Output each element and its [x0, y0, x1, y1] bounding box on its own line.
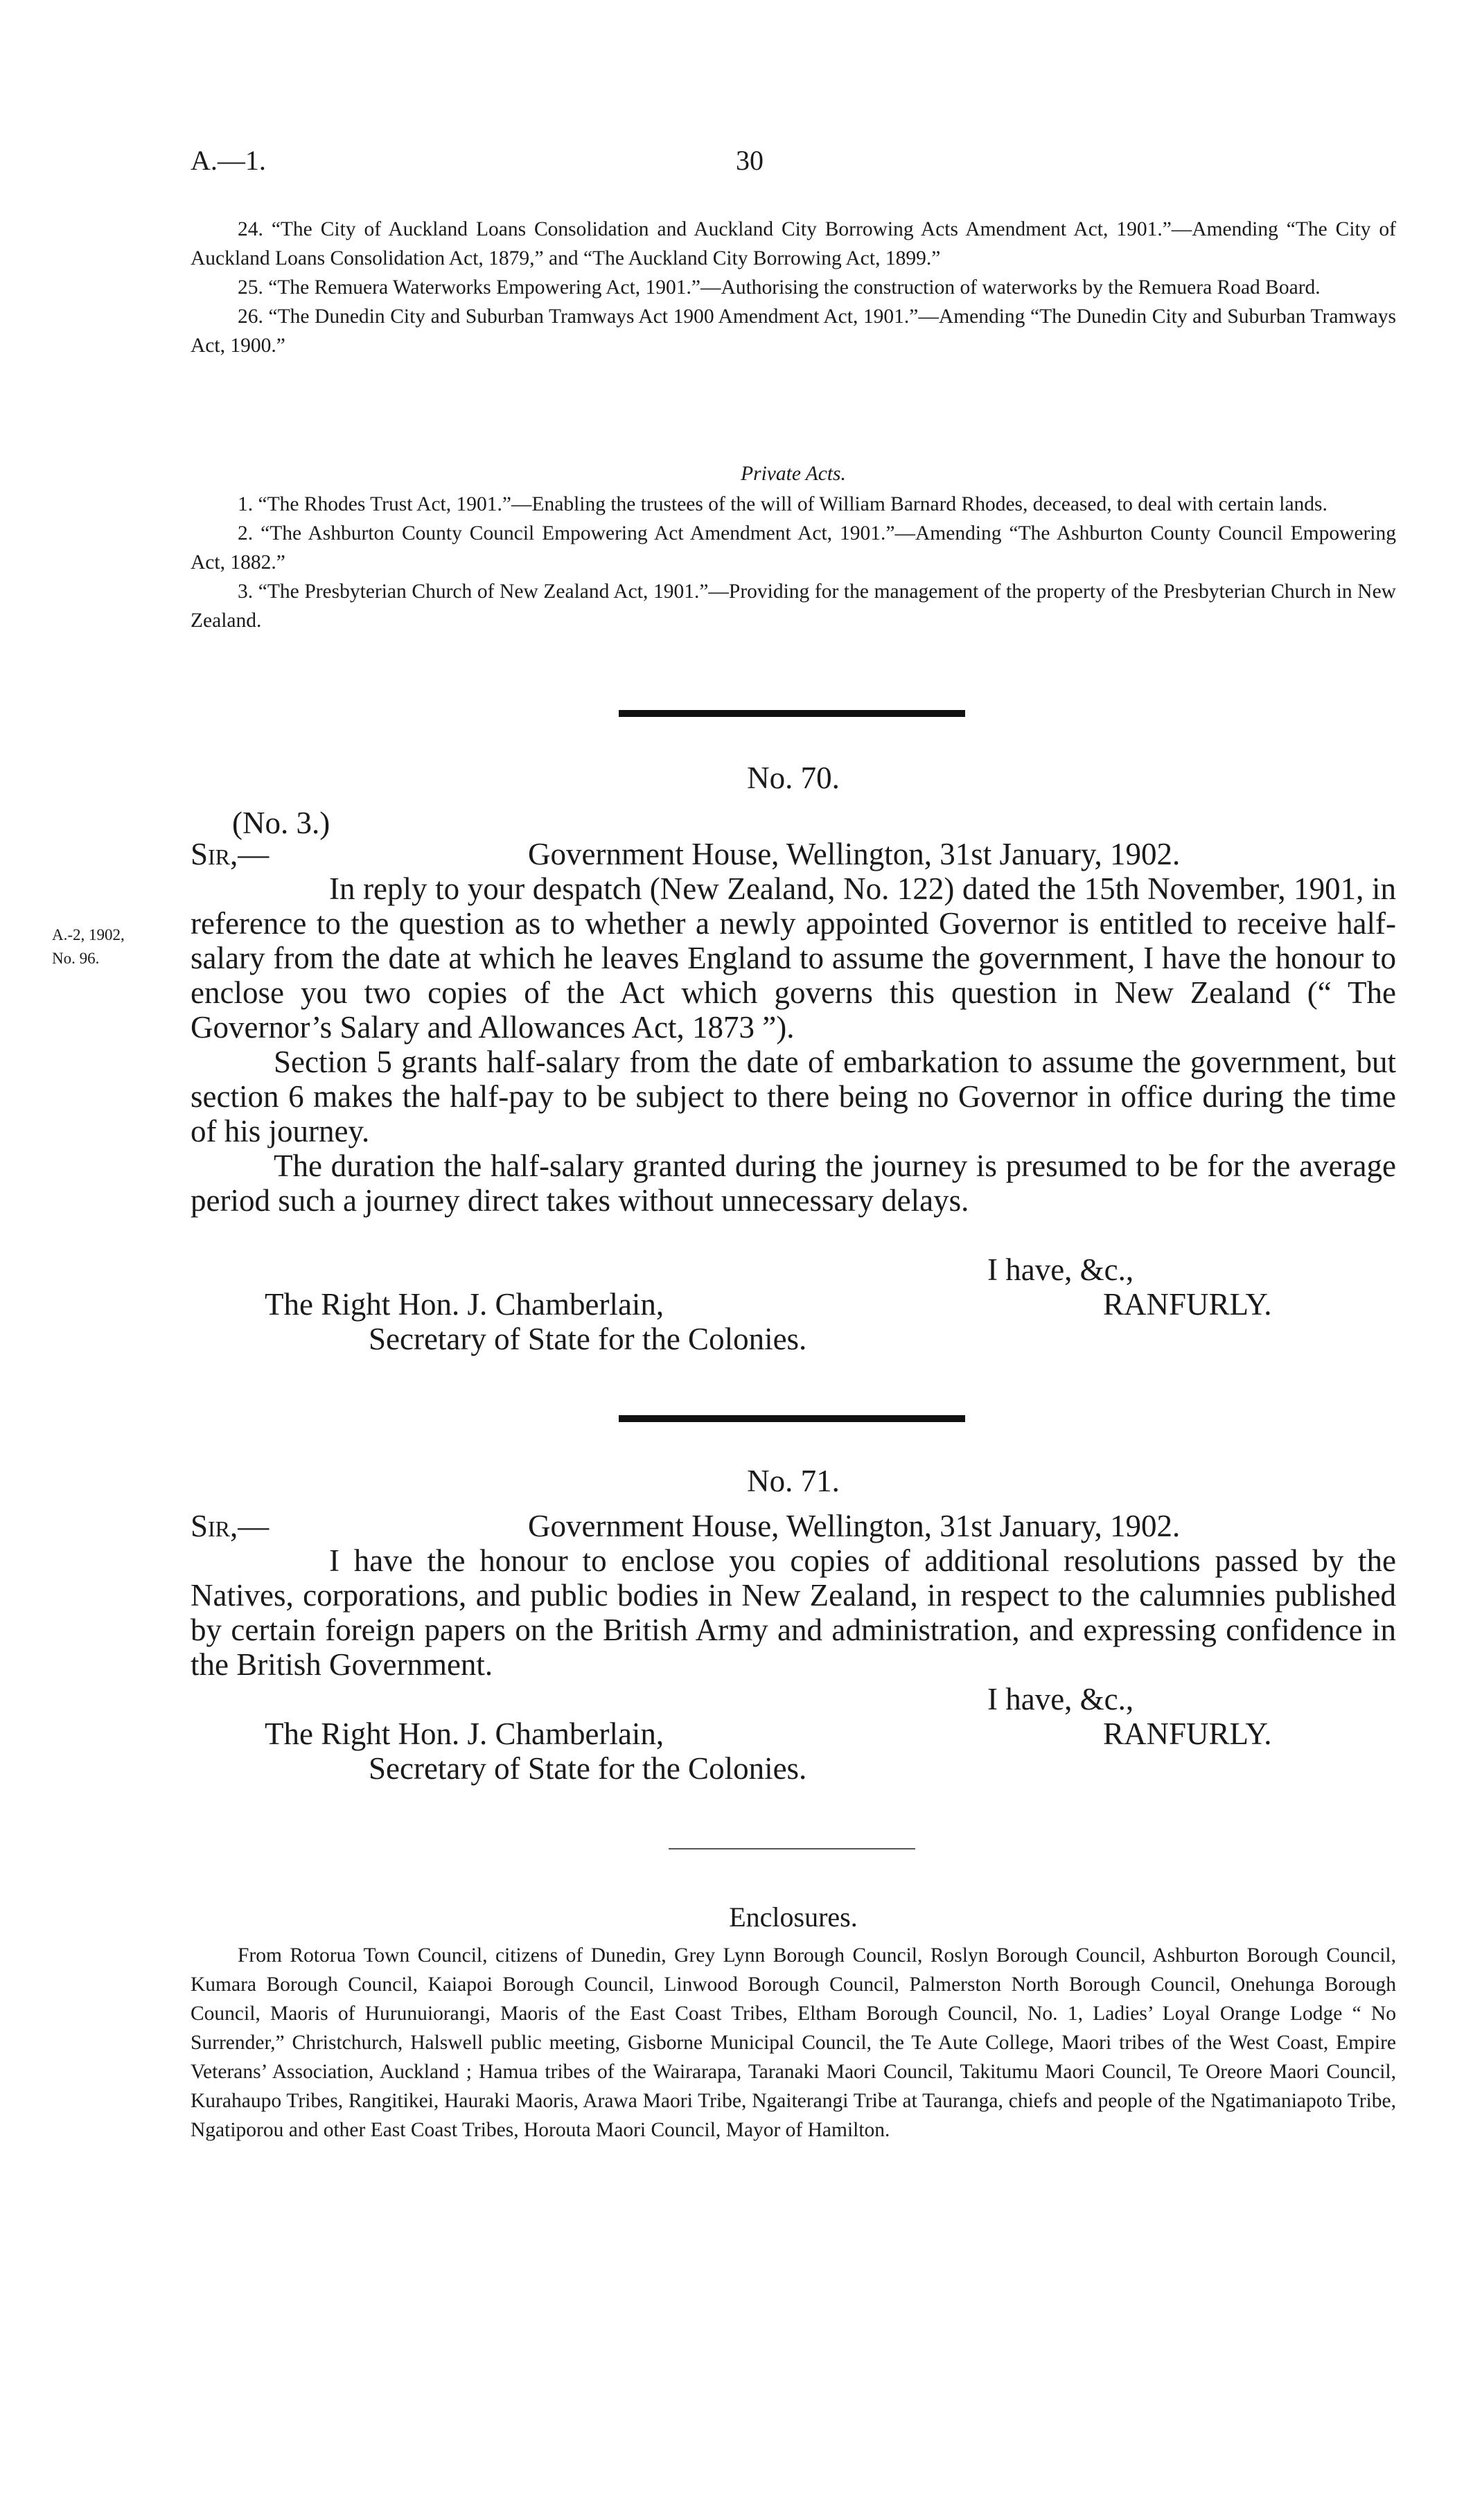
list-item: 24. “The City of Auckland Loans Consolidation and Auckland City Borrowing Acts Amendment Act, 1901.”—Amending “The City of Auckland Loans Consolidation Act, 1879,” and “The Auckland City Borrowing Act, 1899.”: [191, 218, 1396, 269]
paragraph: In reply to your despatch (New Zealand, No. 122) dated the 15th November, 1901, in reference to the question as to whether a newly appointed Governor is entitled to receive half-salary from the date at which he leaves England to assume the government, I have the honour to enclose you two copies of the Act which governs this question in New Zealand (“ The Governor’s Salary and Allowances Act, 1873 ”).: [191, 871, 1396, 1045]
letter-70-salutation: Sir,—: [191, 837, 270, 871]
letter-70-addressee-title: Secretary of State for the Colonies.: [369, 1322, 807, 1356]
letter-71-addressee: The Right Hon. J. Chamberlain,: [265, 1716, 664, 1751]
list-item: 26. “The Dunedin City and Suburban Tramways Act 1900 Amendment Act, 1901.”—Amending “The Dunedin City and Suburban Tramways Act, 1900.”: [191, 305, 1396, 357]
list-item: 25. “The Remuera Waterworks Empowering Act, 1901.”—Authorising the construction of waterworks by the Remuera Road Board.: [238, 276, 1321, 299]
page-number: 30: [736, 145, 764, 176]
letter-70-addressee: The Right Hon. J. Chamberlain,: [265, 1287, 664, 1322]
paragraph: Section 5 grants half-salary from the date of embarkation to assume the government, but section 6 makes the half-pay to be subject to there being no Governor in office during the time of his journey.: [191, 1045, 1396, 1148]
margin-note: [52, 923, 125, 970]
paragraph: I have the honour to enclose you copies of additional resolutions passed by the Natives, corporations, and public bodies in New Zealand, in respect to the calumnies published by certain foreign papers on the British Army and administration, and expressing confidence in the British Government.: [191, 1543, 1396, 1682]
letter-71-closing: I have, &c.,: [987, 1682, 1134, 1716]
private-acts-list: [191, 490, 1396, 635]
letter-71-salutation: Sir,—: [191, 1509, 270, 1543]
public-acts-list: [191, 215, 1396, 360]
section-divider: [619, 1415, 965, 1422]
paragraph: The duration the half-salary granted during the journey is presumed to be for the average period such a journey direct takes without unnecessary delays.: [191, 1148, 1396, 1218]
enclosures-heading: Enclosures.: [729, 1901, 858, 1933]
enclosures-list: [191, 1941, 1396, 2145]
letter-70-signature: RANFURLY.: [1103, 1287, 1272, 1322]
private-acts-heading: Private Acts.: [741, 463, 846, 485]
letter-71-addressee-title: Secretary of State for the Colonies.: [369, 1751, 807, 1786]
letter-70-place-date: Government House, Wellington, 31st January, 1902.: [528, 837, 1181, 871]
letter-71-body: [191, 1543, 1396, 1682]
letter-71-place-date: Government House, Wellington, 31st January, 1902.: [528, 1509, 1181, 1543]
letter-70-closing: I have, &c.,: [987, 1252, 1134, 1287]
letter-71-number: No. 71.: [747, 1464, 840, 1498]
thin-divider: [669, 1848, 915, 1849]
list-item: 3. “The Presbyterian Church of New Zealand Act, 1901.”—Providing for the management of the property of the Presbyterian Church in New Zealand.: [191, 580, 1396, 632]
letter-71-signature: RANFURLY.: [1103, 1716, 1272, 1751]
letter-70-number: No. 70.: [747, 761, 840, 795]
letter-70-body: [191, 871, 1396, 1218]
margin-note-line: No. 96.: [52, 950, 100, 967]
list-item: 2. “The Ashburton County Council Empowering Act Amendment Act, 1901.”—Amending “The Ashburton County Council Empowering Act, 1882.”: [191, 522, 1396, 574]
section-divider: [619, 710, 965, 717]
margin-note-line: A.-2, 1902,: [52, 926, 125, 943]
document-reference: A.—1.: [191, 145, 266, 176]
list-item: 1. “The Rhodes Trust Act, 1901.”—Enabling the trustees of the will of William Barnard Rhodes, deceased, to deal with certain lands.: [238, 493, 1328, 515]
letter-70-sub-number: (No. 3.): [232, 806, 330, 840]
paragraph: From Rotorua Town Council, citizens of Dunedin, Grey Lynn Borough Council, Roslyn Borough Council, Ashburton Borough Council, Kumara Borough Council, Kaiapoi Borough Council, Linwood Borough Council, Palmerston North Borough Council, Onehunga Borough Council, Maoris of Hurunuiorangi, Maoris of the East Coast Tribes, Eltham Borough Council, No. 1, Ladies’ Loyal Orange Lodge “ No Surrender,” Christchurch, Halswell public meeting, Gisborne Municipal Council, the Te Aute College, Maori tribes of the West Coast, Empire Veterans’ Association, Auckland ; Hamua tribes of the Wairarapa, Taranaki Maori Council, Takitumu Maori Council, Te Oreore Maori Council, Kurahaupo Tribes, Rangitikei, Hauraki Maoris, Arawa Maori Tribe, Ngaiterangi Tribe at Tauranga, chiefs and people of the Ngatimaniapoto Tribe, Ngatiporou and other East Coast Tribes, Horouta Maori Council, Mayor of Hamilton.: [191, 1944, 1396, 2141]
